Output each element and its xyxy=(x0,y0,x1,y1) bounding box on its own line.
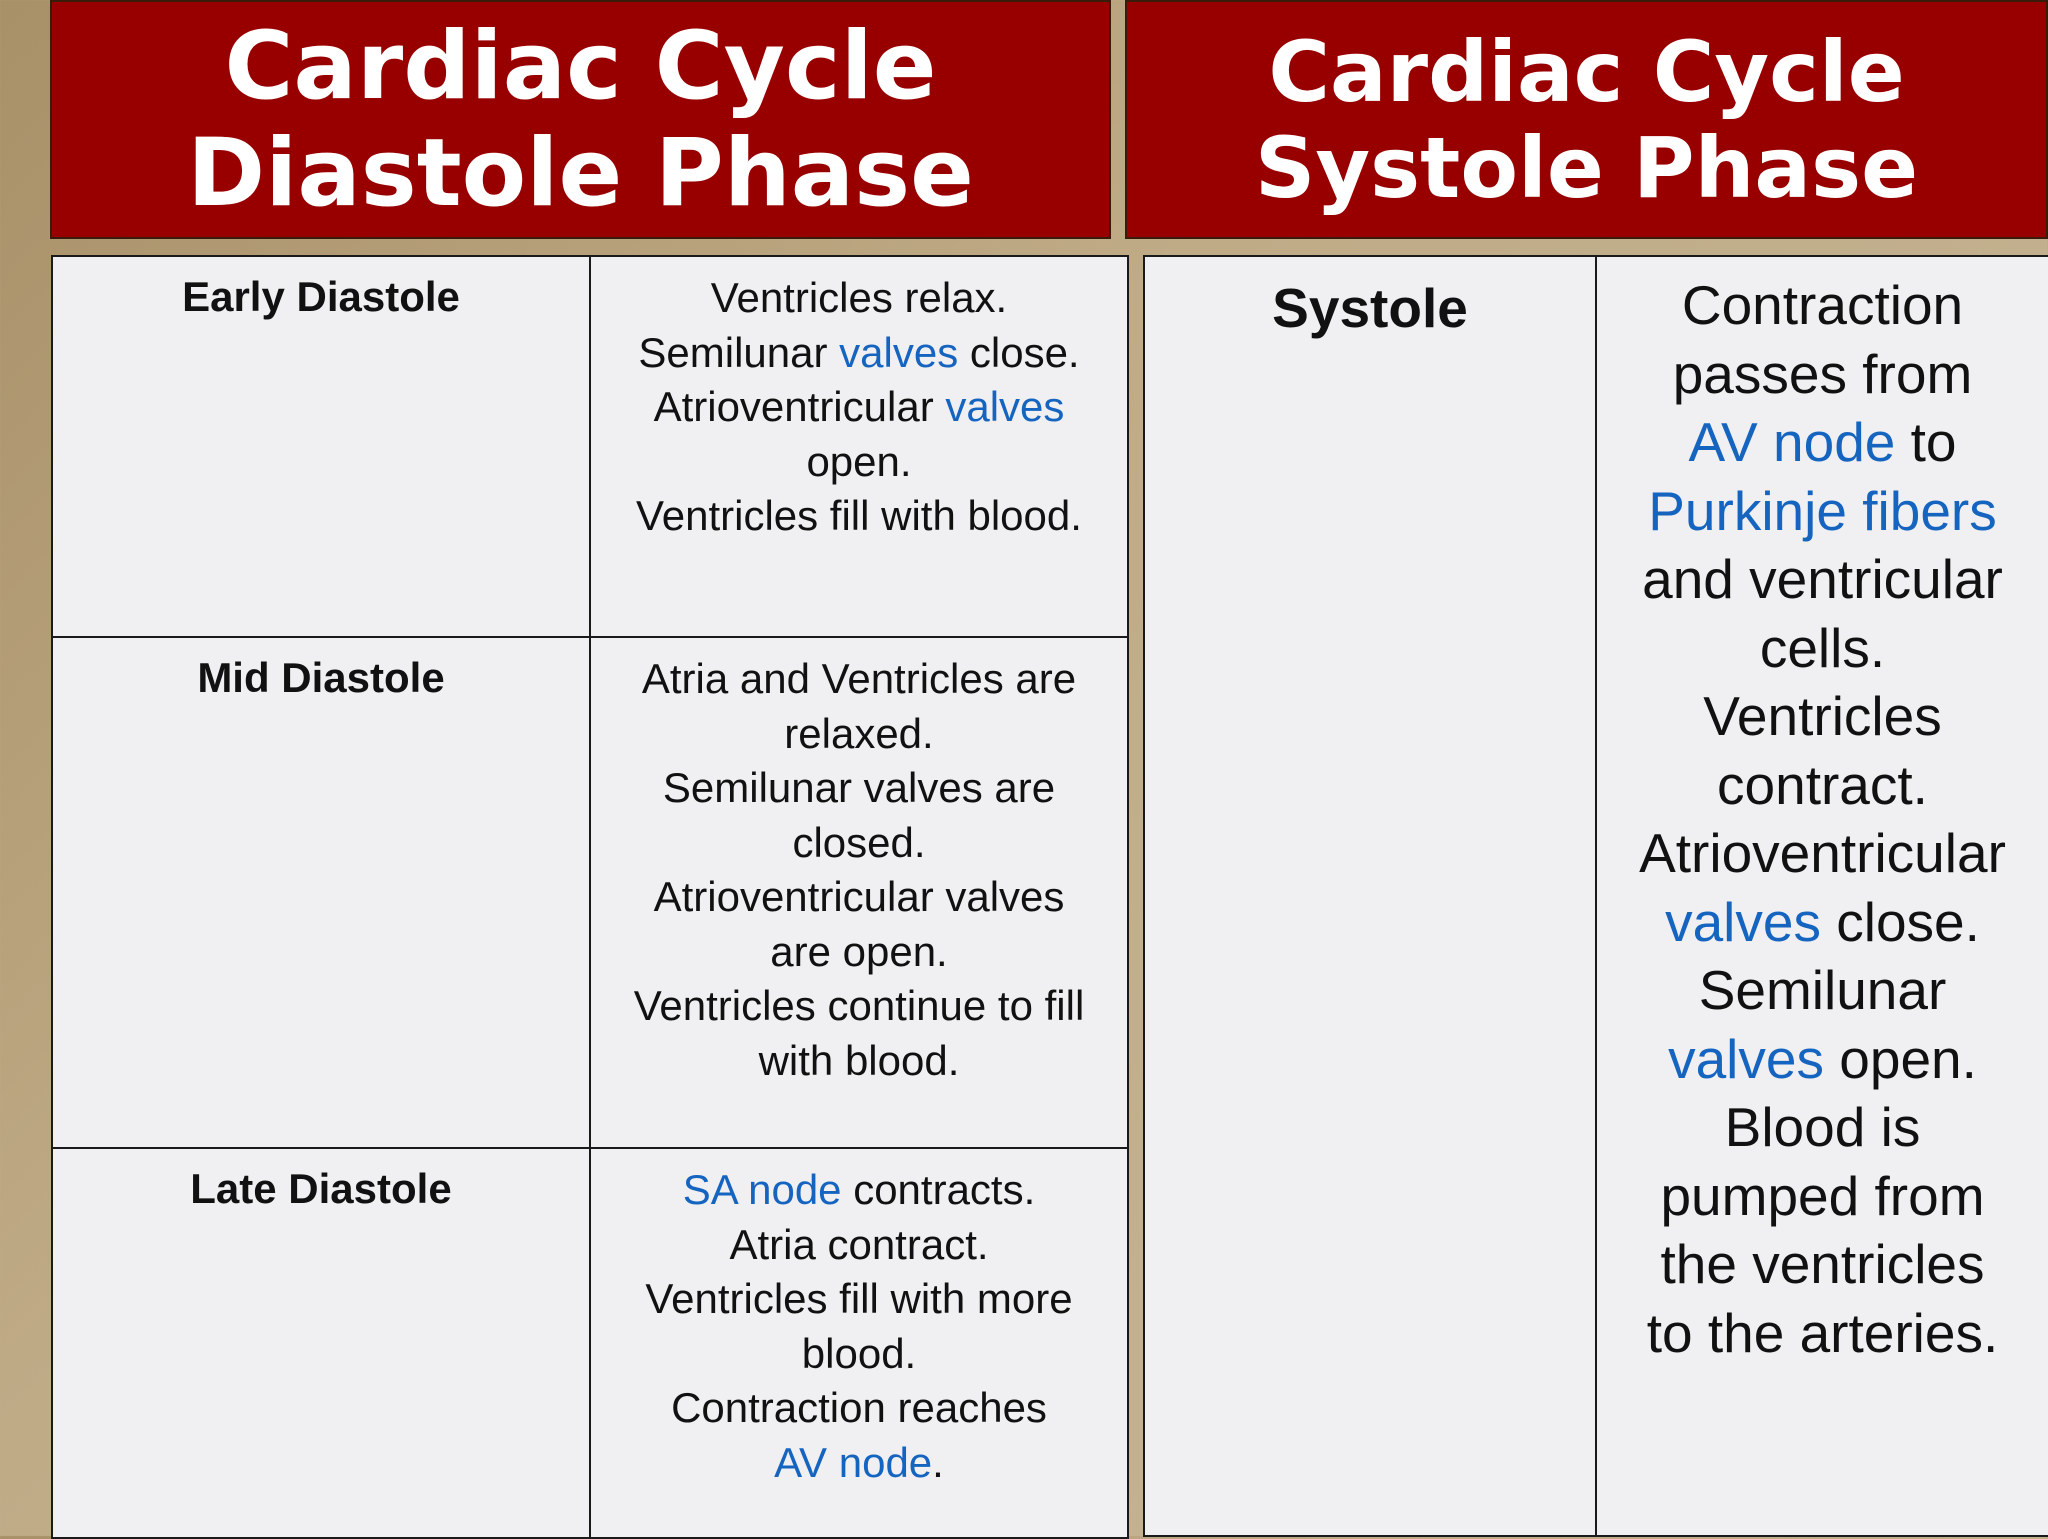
term-link[interactable]: valves xyxy=(945,383,1065,430)
text-line: Atrioventricular xyxy=(1639,822,2006,884)
text-line: open. xyxy=(806,437,912,485)
systole-table xyxy=(1143,255,2048,1537)
term-link[interactable]: AV node xyxy=(1688,411,1896,473)
text-line: valves close. xyxy=(1665,890,1980,953)
text-line: the ventricles xyxy=(1660,1233,1985,1295)
text-line: contract. xyxy=(1717,753,1928,816)
text-line: Contraction xyxy=(1681,274,1964,336)
text-line: valves open. xyxy=(1668,1027,1977,1090)
row-description xyxy=(590,256,1128,637)
text-line: Semilunar xyxy=(1698,959,1947,1021)
text-line: Atria and Ventricles are xyxy=(641,655,1077,702)
systole-header-banner xyxy=(1125,0,2048,239)
text-line: Ventricles xyxy=(1703,685,1942,747)
text-line: Atria contract. xyxy=(729,1220,989,1268)
term-link[interactable]: SA node xyxy=(682,1166,842,1213)
text-line: Ventricles continue to fill xyxy=(633,982,1085,1029)
text-line: AV node. xyxy=(774,1438,944,1486)
text-line: pumped from xyxy=(1660,1164,1985,1227)
text-line: Ventricles relax. xyxy=(710,274,1008,321)
row-description xyxy=(590,1148,1128,1538)
text-line: AV node to xyxy=(1688,411,1957,473)
term-link[interactable]: valves xyxy=(1665,890,1821,953)
text-line: with blood. xyxy=(758,1036,960,1084)
text-line: and ventricular xyxy=(1642,548,2003,610)
text-line: Semilunar valves are xyxy=(662,764,1056,811)
row-label: Early Diastole xyxy=(52,256,590,637)
systole-header-line1: Cardiac Cycle xyxy=(1268,22,1905,121)
text-line: SA node contracts. xyxy=(682,1166,1036,1213)
text-line: to the arteries. xyxy=(1646,1301,1999,1364)
text-line: blood. xyxy=(801,1329,917,1377)
term-link[interactable]: Purkinje fibers xyxy=(1648,479,1997,542)
row-description xyxy=(1596,256,2048,1536)
table-row xyxy=(52,637,1128,1148)
diastole-header-line1: Cardiac Cycle xyxy=(224,11,937,121)
row-label: Mid Diastole xyxy=(52,637,590,1148)
row-label: Systole xyxy=(1144,256,1596,1536)
row-description xyxy=(590,637,1128,1148)
text-line: passes from xyxy=(1672,342,1973,405)
term-link[interactable]: AV node xyxy=(774,1438,933,1486)
row-label: Late Diastole xyxy=(52,1148,590,1538)
text-line: are open. xyxy=(770,927,948,975)
diastole-table xyxy=(51,255,1129,1539)
text-line: Ventricles fill with more xyxy=(645,1275,1073,1322)
table-row xyxy=(52,1148,1128,1538)
text-line: cells. xyxy=(1759,616,1886,679)
systole-header-line2: Systole Phase xyxy=(1254,118,1919,217)
text-line: relaxed. xyxy=(784,709,934,757)
table-row xyxy=(1144,256,2048,1536)
text-line: Blood is xyxy=(1724,1096,1921,1158)
diastole-header-banner xyxy=(50,0,1111,239)
diastole-header-line2: Diastole Phase xyxy=(187,118,974,228)
term-link[interactable]: valves xyxy=(1668,1027,1824,1090)
text-line: Semilunar valves close. xyxy=(638,328,1080,376)
text-line: closed. xyxy=(792,818,926,866)
text-line: Atrioventricular valves xyxy=(653,383,1065,430)
term-link[interactable]: valves xyxy=(839,328,959,376)
text-line xyxy=(1611,477,2034,546)
text-line: Contraction reaches xyxy=(671,1384,1047,1431)
text-line: Ventricles fill with blood. xyxy=(636,492,1082,539)
text-line: Atrioventricular valves xyxy=(653,873,1065,920)
table-row xyxy=(52,256,1128,637)
